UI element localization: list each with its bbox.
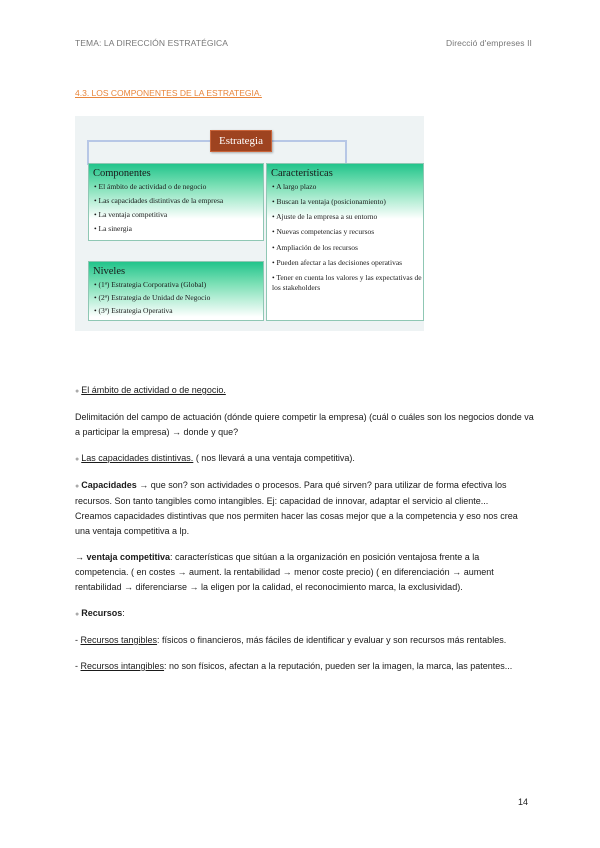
list-item: • La sinergia (94, 224, 132, 234)
paragraph-intangibles (75, 659, 535, 674)
term-tangibles: Recursos tangibles (80, 635, 158, 645)
componentes-box (88, 163, 264, 241)
list-item: • Nuevas competencias y recursos (272, 227, 375, 237)
capacidades-note: ( nos llevará a una ventaja competitiva). (193, 453, 355, 463)
paragraph-capacidades (75, 478, 535, 509)
body-text (75, 383, 535, 685)
list-item: • Buscan la ventaja (posicionamiento) (272, 197, 386, 207)
header-subject: Direcció d'empreses II (445, 38, 532, 48)
dash-prefix: - (75, 661, 81, 671)
heading-ambito: El ámbito de actividad o de negocio. (81, 385, 226, 395)
list-item: • La ventaja competitiva (94, 210, 168, 220)
dash-prefix: - (75, 635, 81, 645)
paragraph-delimitacion: Delimitación del campo de actuación (dónde quiere competir la empresa) (cuál o cuáles son los negocios donde va a participar la empresa) → donde y que? (75, 412, 534, 437)
list-item: • A largo plazo (272, 182, 317, 191)
caracteristicas-title: Características (271, 168, 333, 179)
list-item: • Ampliación de los recursos (272, 242, 358, 252)
term-capacidades: Capacidades (81, 480, 137, 490)
term-ventaja: ventaja competitiva (86, 552, 171, 562)
heading-capacidades: Las capacidades distintivas. (81, 453, 194, 463)
capacidades-text: → que son? son actividades o procesos. Para qué sirven? para utilizar de forma efectiva los recursos. Son tanto tangibles como intangibles. Ej: capacidad de innovar, adaptar el servicio al cliente... (75, 480, 507, 506)
bullet-icon: ● (75, 456, 80, 463)
recursos-colon: : (122, 608, 125, 618)
caracteristicas-box (266, 163, 424, 321)
list-item: • Las capacidades distintivas de la empresa (94, 196, 224, 206)
list-item: • (2ª) Estrategia de Unidad de Negocio (94, 293, 211, 303)
bullet-icon: ● (75, 388, 80, 395)
list-item: • (1ª) Estrategia Corporativa (Global) (94, 280, 207, 289)
paragraph-recursos (75, 606, 535, 622)
strategy-node: Estrategia (210, 130, 272, 152)
paragraph-ventaja (75, 550, 535, 595)
page-number: 14 (517, 797, 528, 807)
tangibles-text: : físicos o financieros, más fáciles de identificar y evaluar y son recursos más rentables. (157, 635, 507, 645)
header-title: TEMA: LA DIRECCIÓN ESTRATÉGICA (75, 38, 229, 48)
niveles-title: Niveles (93, 266, 126, 277)
list-item: • Tener en cuenta los valores y las expectativas de los stakeholders (272, 272, 422, 292)
paragraph-capacidades-distintivas (75, 451, 535, 467)
term-recursos: Recursos (81, 608, 123, 618)
intangibles-text: : no son físicos, afectan a la reputación, pueden ser la imagen, la marca, las patentes... (164, 661, 513, 671)
bullet-icon: ● (75, 611, 80, 618)
ventaja-text: : características que sitúan a la organización en posición ventajosa frente a la competencia. ( en costes → aument. la rentabilidad → menor coste precio) ( en diferenciación → aument rentabilidad → diferenciarse → la eligen por la calidad, el reconocimiento marca, la exclusividad). (75, 552, 494, 592)
niveles-box (88, 261, 264, 321)
bullet-icon: ● (75, 483, 80, 490)
connector-left (87, 140, 213, 165)
list-item: • (3ª) Estrategia Operativa (94, 306, 173, 316)
list-item: • Ajuste de la empresa a su entorno (272, 212, 378, 222)
componentes-title: Componentes (93, 168, 151, 179)
list-item: • Pueden afectar a las decisiones operativas (272, 257, 403, 267)
connector-right (270, 140, 347, 165)
term-intangibles: Recursos intangibles (80, 661, 165, 671)
strategy-diagram (75, 116, 424, 331)
paragraph-tangibles (75, 633, 535, 648)
arrow-prefix: → (75, 552, 87, 562)
paragraph-capacidades-2: Creamos capacidades distintivas que nos permiten hacer las cosas mejor que a la competencia y eso nos crea una ventaja competitiva a lp. (75, 511, 518, 536)
paragraph-ambito (75, 383, 535, 399)
section-title: 4.3. LOS COMPONENTES DE LA ESTRATEGIA. (75, 88, 262, 98)
list-item: • El ámbito de actividad o de negocio (94, 182, 207, 191)
